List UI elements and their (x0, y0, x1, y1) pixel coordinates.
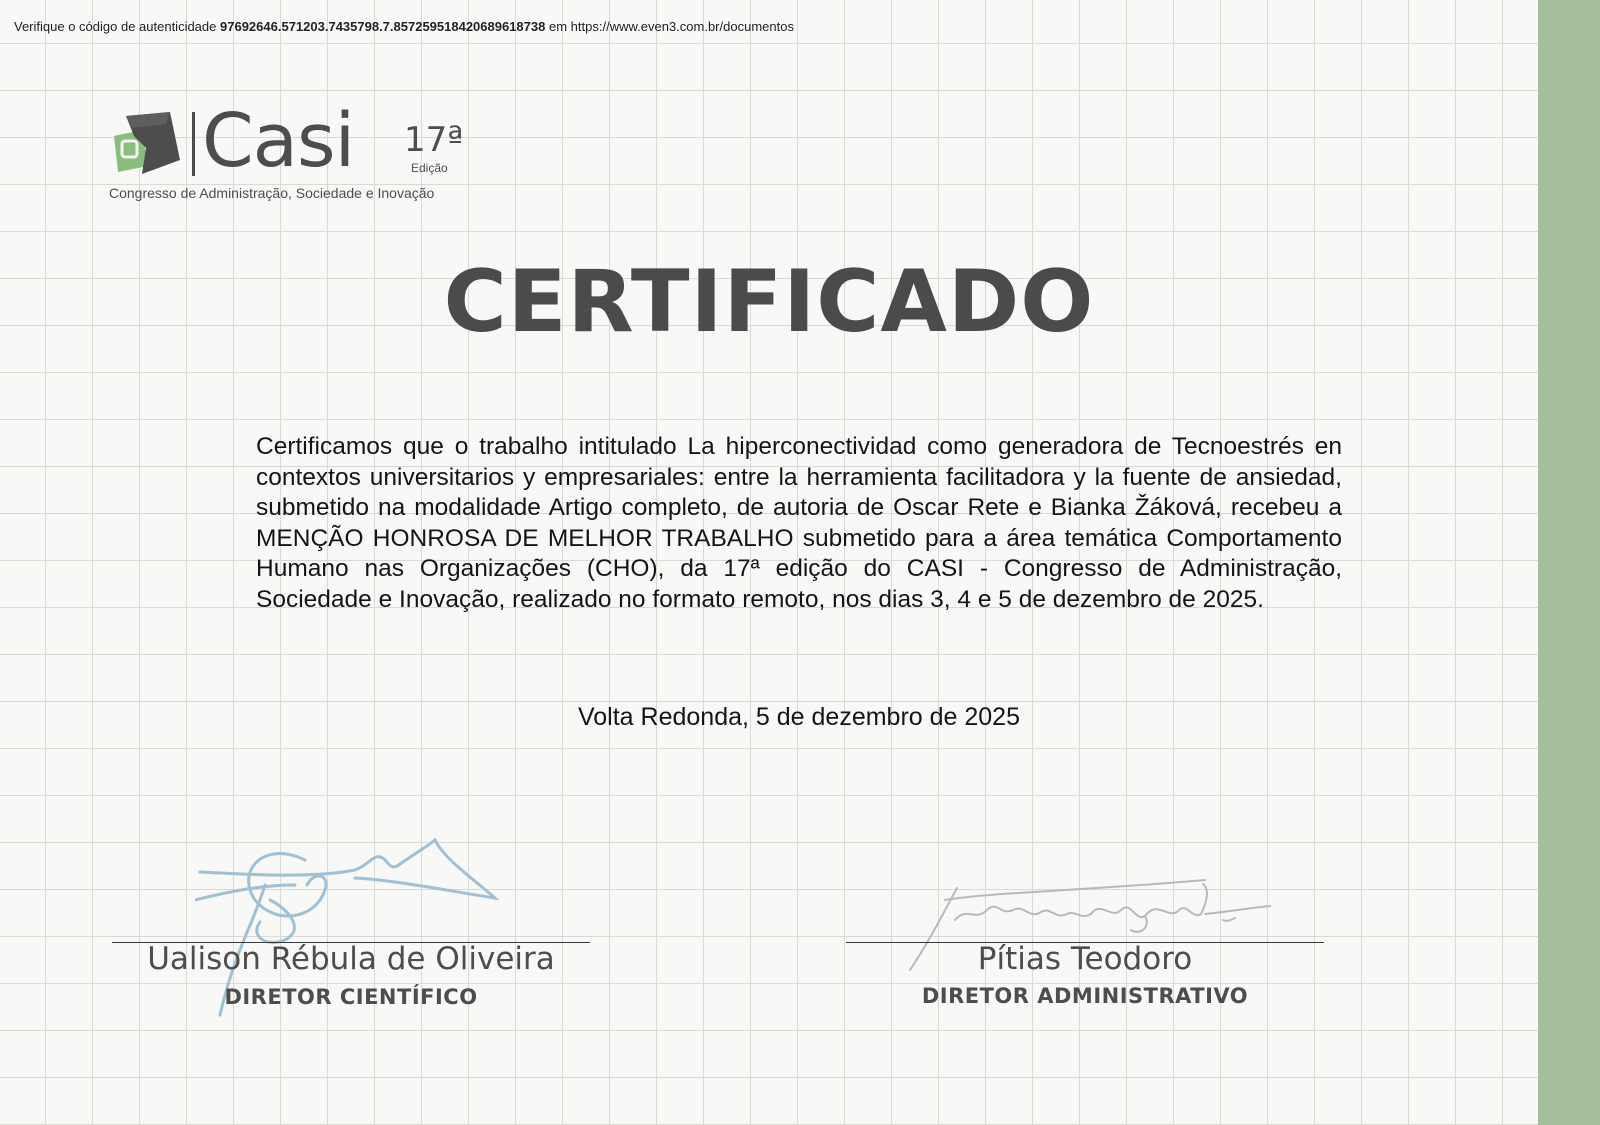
verification-connector: em (548, 19, 568, 34)
verification-code: 97692646.571203.7435798.7.8572595184206896187​38 (220, 19, 546, 34)
side-stripe (1538, 0, 1600, 1125)
logo-edition-label: Edição (411, 161, 448, 175)
place-and-date: Volta Redonda, 5 de dezembro de 2025 (577, 703, 1020, 731)
verification-prefix: Verifique o código de autenticidade (14, 19, 217, 34)
signature-1-role: DIRETOR CIENTÍFICO (224, 985, 478, 1009)
verification-url[interactable]: https://www.even3.com.br/documentos (570, 19, 794, 34)
casi-logo (108, 98, 478, 204)
certificate-body: Certificamos que o trabalho intitulado La hiperconectividad como generadora de Tecnoestrés en contextos universitarios y empresariales: entre la herramienta facilitadora y la fuente de ansiedad, submetido na modalidade Artigo completo, de autoria de Oscar Rete e Bianka Žáková, recebeu a MENÇÃO HONROSA DE MELHOR TRABALHO submetido para a área temática Comportamento Humano nas Organizações (CHO), da 17ª edição do CASI - Congresso de Administração, Sociedade e Inovação, realizado no formato remoto, nos dias 3, 4 e 5 de dezembro de 2025. (256, 433, 1342, 613)
signature-2-role: DIRETOR ADMINISTRATIVO (921, 984, 1249, 1008)
casi-logo-mark-icon (108, 108, 188, 180)
logo-divider (192, 112, 195, 176)
verification-line (14, 19, 794, 34)
logo-subtitle: Congresso de Administração, Sociedade e Inovação (109, 185, 435, 201)
logo-wordmark: Casi (202, 98, 355, 184)
signature-2-name: Pítias Teodoro (977, 941, 1193, 977)
logo-edition: 17ª (404, 120, 464, 160)
certificate-title: CERTIFICADO (443, 252, 1095, 352)
signature-1-name: Ualison Rébula de Oliveira (147, 941, 555, 977)
